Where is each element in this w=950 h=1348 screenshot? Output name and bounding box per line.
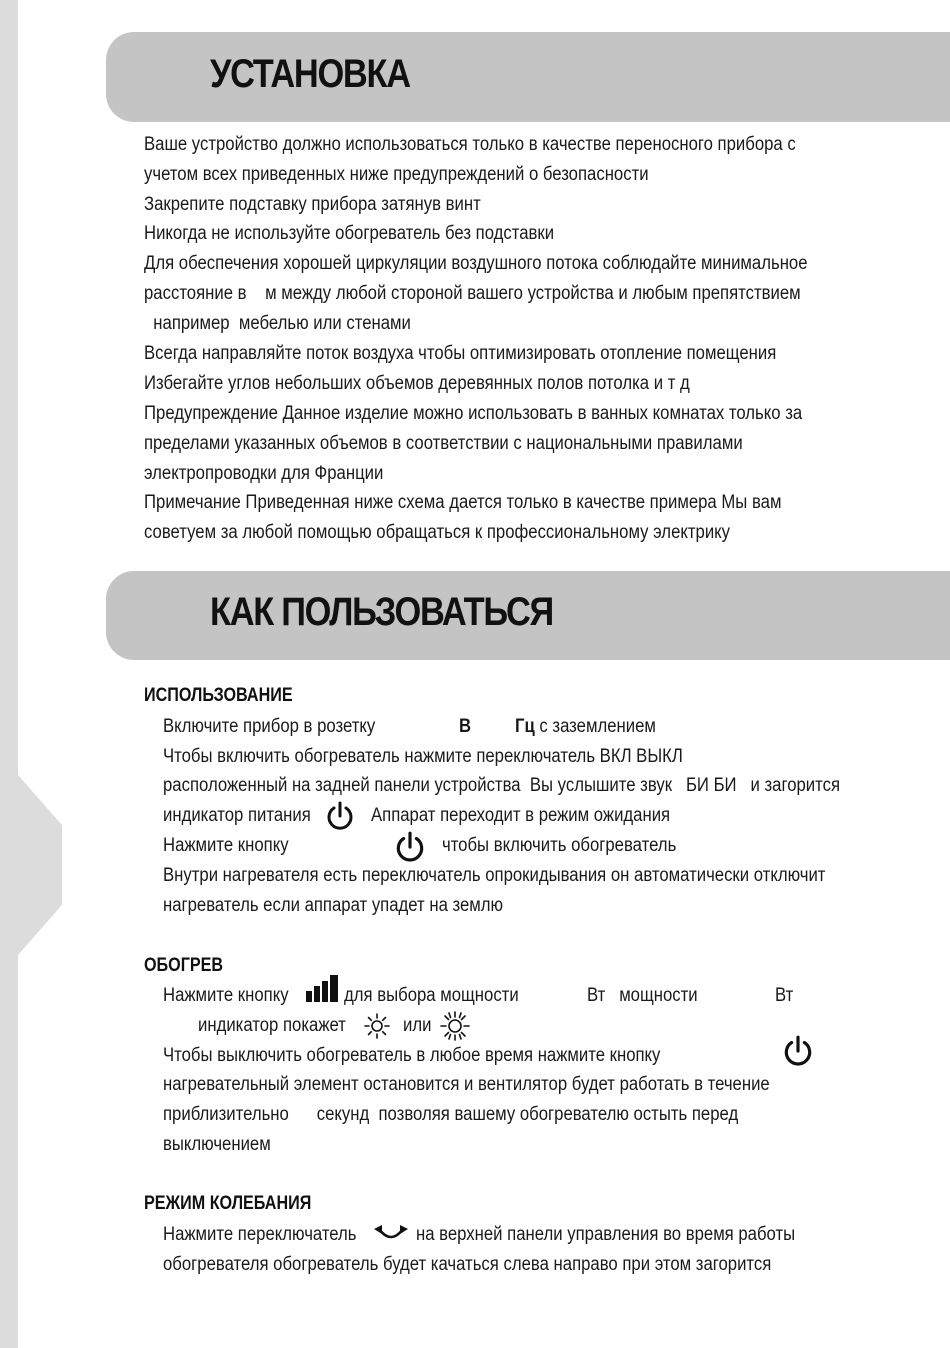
usage-frequency-unit: Гц (515, 716, 535, 737)
heating-line-5: приблизительно секунд позволяя вашему обогревателю остыть перед (163, 1104, 739, 1125)
heating-heading: ОБОГРЕВ (144, 955, 224, 976)
install-title: УСТАНОВКА (210, 52, 410, 96)
heating-line-1a: Нажмите кнопку (163, 985, 289, 1006)
install-line: расстояние в м между любой стороной вашего устройства и любым препятствием (144, 283, 801, 304)
usage-line-2: Чтобы включить обогреватель нажмите переключатель ВКЛ ВЫКЛ (163, 746, 683, 767)
heating-line-2a: индикатор покажет (198, 1015, 346, 1036)
install-line: Всегда направляйте поток воздуха чтобы оптимизировать отопление помещения (144, 343, 777, 364)
install-line: пределами указанных объемов в соответствии с национальными правилами (144, 433, 743, 454)
power-icon (394, 830, 426, 864)
usage-line-1a: Включите прибор в розетку (163, 716, 376, 737)
sun-large-icon (438, 1010, 472, 1042)
heating-line-4: нагревательный элемент остановится и вентилятор будет работать в течение (163, 1074, 770, 1095)
usage-line-7: нагреватель если аппарат упадет на землю (163, 895, 504, 916)
install-line: Никогда не используйте обогреватель без подставки (144, 223, 555, 244)
install-line: Для обеспечения хорошей циркуляции воздушного потока соблюдайте минимальное (144, 253, 808, 274)
heating-line-1c: Вт мощности (587, 985, 698, 1006)
heating-line-1d: Вт (775, 985, 794, 1006)
oscillation-line-1b: на верхней панели управления во время работы (416, 1224, 796, 1245)
oscillation-line-2: обогревателя обогреватель будет качаться слева направо при этом загорится (163, 1254, 772, 1275)
power-icon (781, 1034, 815, 1068)
usage-line-5a: Нажмите кнопку (163, 835, 289, 856)
howto-title: КАК ПОЛЬЗОВАТЬСЯ (210, 590, 553, 634)
install-line: Ваше устройство должно использоваться только в качестве переносного прибора с (144, 134, 796, 155)
power-icon (325, 800, 355, 832)
usage-line-3: расположенный на задней панели устройства Вы услышите звук БИ БИ и загорится (163, 775, 841, 796)
oscillation-heading: РЕЖИМ КОЛЕБАНИЯ (144, 1193, 312, 1214)
heating-line-2b: или (403, 1015, 432, 1036)
install-line: Избегайте углов небольших объемов деревянных полов потолка и т д (144, 373, 690, 394)
usage-voltage-unit: В (459, 716, 472, 737)
heating-line-6: выключением (163, 1134, 271, 1155)
install-line: учетом всех приведенных ниже предупреждений о безопасности (144, 164, 649, 185)
install-line: Предупреждение Данное изделие можно использовать в ванных комнатах только за (144, 403, 803, 424)
usage-line-4a: индикатор питания (163, 805, 311, 826)
usage-line-1b (515, 715, 656, 739)
heating-line-3: Чтобы выключить обогреватель в любое время нажмите кнопку (163, 1045, 661, 1066)
install-line: например мебелью или стенами (144, 313, 411, 334)
sun-small-icon (363, 1012, 391, 1040)
install-line: Закрепите подставку прибора затянув винт (144, 194, 481, 215)
power-level-bars-icon (305, 973, 341, 1003)
install-line: Примечание Приведенная ниже схема дается только в качестве примера Мы вам (144, 492, 782, 513)
howto-header-band (106, 571, 950, 660)
side-tab-decoration (0, 0, 62, 1348)
oscillation-line-1a: Нажмите переключатель (163, 1224, 357, 1245)
oscillation-arrow-icon (372, 1223, 410, 1245)
install-line: советуем за любой помощью обращаться к профессиональному электрику (144, 522, 731, 543)
usage-line-6: Внутри нагревателя есть переключатель опрокидывания он автоматически отключит (163, 865, 826, 886)
heating-line-1b: для выбора мощности (344, 985, 519, 1006)
install-header-band (106, 32, 950, 122)
usage-heading: ИСПОЛЬЗОВАНИЕ (144, 685, 293, 706)
usage-line-4b: Аппарат переходит в режим ожидания (371, 805, 671, 826)
usage-line-5b: чтобы включить обогреватель (442, 835, 677, 856)
install-line: электропроводки для Франции (144, 463, 384, 484)
usage-line-1b-text: с заземлением (534, 716, 656, 737)
